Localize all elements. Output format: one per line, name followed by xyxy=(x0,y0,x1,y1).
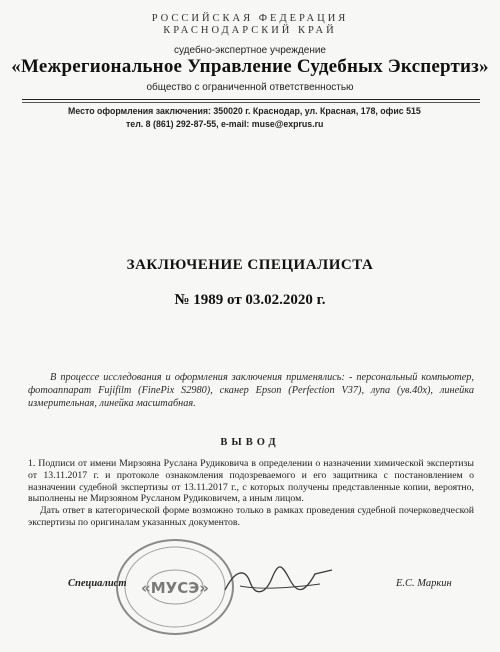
conclusion-paragraph-1: 1. Подписи от имени Мирзояна Руслана Рудиковича в определении о назначении химической экспертизы от 13.11.2017 г. и протоколе ознакомления подозреваемого и его защитника с постановлением о назначении судебной экспертизы от 13.11.2017 г., с которых получены представленные копии, вероятно, выполнены не Мирзояном Русланом Рудиковичем, а иным лицом. xyxy=(28,458,474,505)
document-title: ЗАКЛЮЧЕНИЕ СПЕЦИАЛИСТА xyxy=(126,257,374,273)
conclusion-paragraph-2: Дать ответ в категорической форме возможно только в рамках проведения судебной почерковедческой экспертизы по оригиналам указанных документов. xyxy=(28,505,474,528)
region-name: КРАСНОДАРСКИЙ КРАЙ xyxy=(163,25,337,36)
conclusion-body xyxy=(28,458,474,529)
country-name: РОССИЙСКАЯ ФЕДЕРАЦИЯ xyxy=(151,13,349,24)
institution-contacts: тел. 8 (861) 292-87-55, e-mail: muse@exprus.ru xyxy=(126,119,324,129)
document-number: № 1989 от 03.02.2020 г. xyxy=(174,292,326,308)
signer-name: Е.С. Маркин xyxy=(396,578,452,589)
methods-paragraph: В процессе исследования и оформления заключения применялись: - персональный компьютер, фотоаппарат Fujifilm (FinePix S2980), сканер Epson (Perfection V37), лупа (ув.40х), линейка измерительная, линейка масштабная. xyxy=(28,372,474,409)
conclusion-heading: ВЫВОД xyxy=(220,437,280,448)
institution-legal-form: общество с ограниченной ответственностью xyxy=(146,82,354,93)
institution-type: судебно-экспертное учреждение xyxy=(174,45,326,56)
signer-role: Специалист xyxy=(68,578,127,589)
stamp-text: «МУСЭ» xyxy=(141,579,209,597)
header-divider xyxy=(22,99,480,100)
institution-name: «Межрегиональное Управление Судебных Экспертиз» xyxy=(11,56,489,77)
institution-address: Место оформления заключения: 350020 г. Краснодар, ул. Красная, 178, офис 515 xyxy=(68,106,421,116)
header-divider-thin xyxy=(22,102,480,103)
handwritten-signature xyxy=(220,560,340,600)
